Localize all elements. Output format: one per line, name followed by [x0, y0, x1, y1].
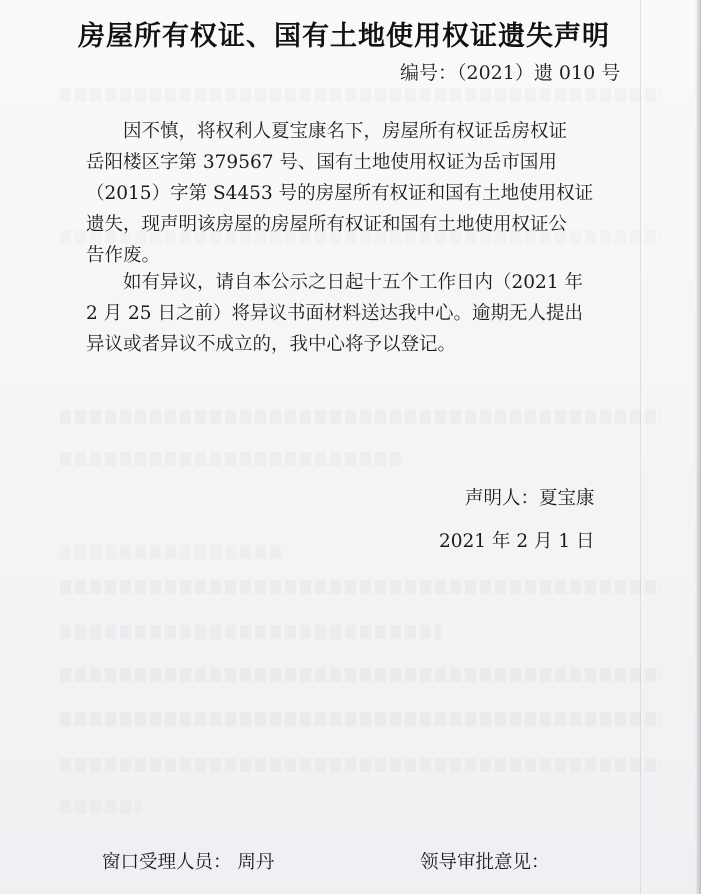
bleed-through-line: [60, 88, 661, 102]
paragraph-line: （2015）字第 S4453 号的房屋所有权证和国有土地使用权证: [86, 183, 594, 204]
bleed-through-line: [60, 758, 661, 772]
bleed-through-line: [60, 580, 661, 594]
declaration-date: 2021 年 2 月 1 日: [439, 531, 595, 552]
paragraph-line: 2 月 25 日之前）将异议书面材料送达我中心。逾期无人提出: [86, 303, 583, 324]
paragraph-line: 如有异议，请自本公示之日起十五个工作日内（2021 年: [123, 272, 583, 293]
bleed-through-line: [60, 410, 661, 424]
paragraph-line: 因不慎，将权利人夏宝康名下，房屋所有权证岳房权证: [123, 121, 568, 142]
bleed-through-line: [60, 545, 281, 559]
page-edge-shadow: [695, 0, 701, 894]
bleed-through-line: [60, 712, 661, 726]
bleed-through-line: [60, 668, 661, 682]
bleed-through-line: [60, 800, 141, 814]
window-staff-label: 窗口受理人员： 周丹: [102, 852, 275, 873]
paragraph-line: 遗失，现声明该房屋的房屋所有权证和国有土地使用权证公: [86, 214, 568, 235]
document-title: 房屋所有权证、国有土地使用权证遗失声明: [78, 21, 610, 52]
leader-opinion-label: 领导审批意见：: [420, 852, 550, 873]
paragraph-line: 岳阳楼区字第 379567 号、国有土地使用权证为岳市国用: [86, 152, 557, 173]
bleed-through-line: [60, 625, 441, 639]
declarant-name: 声明人：夏宝康: [465, 488, 595, 509]
page-fold: [640, 0, 641, 894]
paragraph-loss-statement: [86, 116, 626, 271]
paragraph-line: 异议或者异议不成立的，我中心将予以登记。: [86, 334, 457, 355]
bleed-through-line: [60, 452, 401, 466]
document-number: 编号：（2021）遗 010 号: [400, 62, 621, 84]
paragraph-line: 告作废。: [86, 245, 161, 266]
paragraph-objection-notice: [86, 267, 626, 360]
